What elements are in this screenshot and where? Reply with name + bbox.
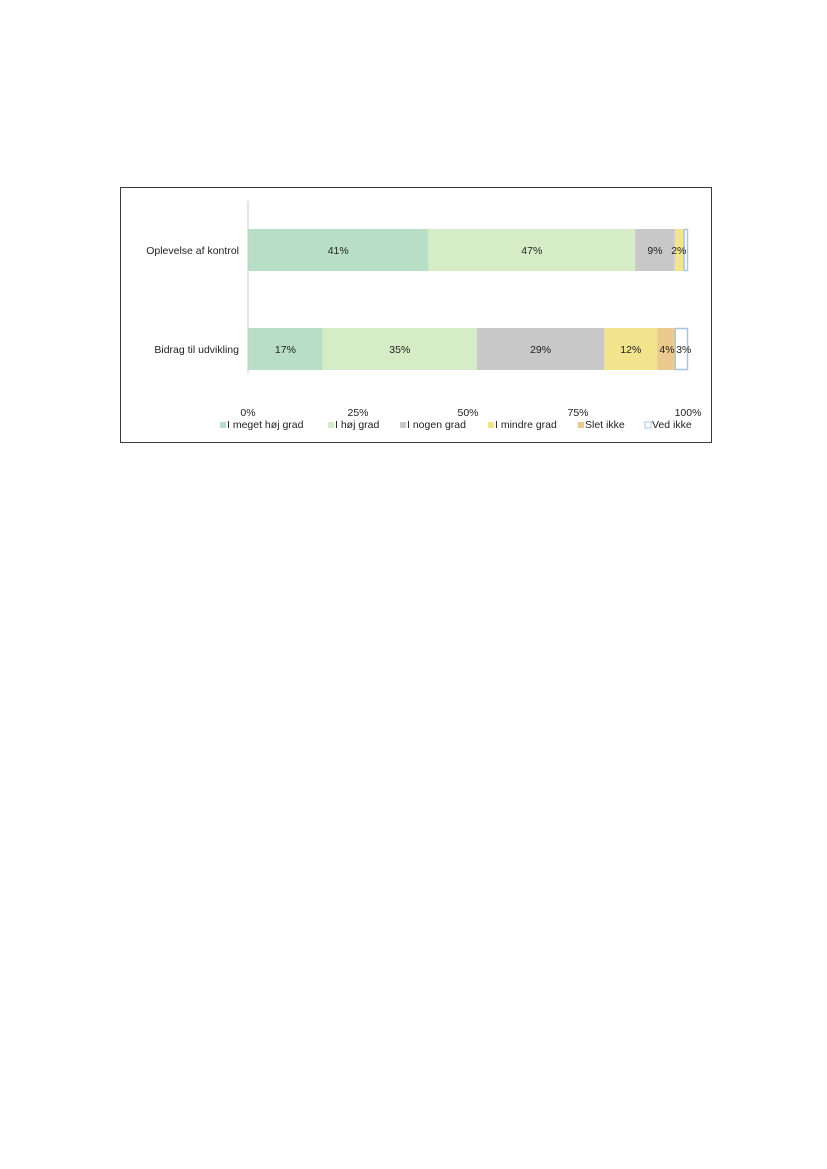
data-label-bidrag-til-udvikling-i-nogen-grad: 29% [530,344,552,356]
data-label-bidrag-til-udvikling-i-h-j-grad: 35% [389,344,411,356]
legend-label-slet-ikke: Slet ikke [585,419,625,431]
legend-label-i-mindre-grad: I mindre grad [495,419,557,431]
x-tick-label-25: 25% [347,407,369,419]
data-label-oplevelse-af-kontrol-i-nogen-grad: 9% [647,245,663,257]
legend-label-i-h-j-grad: I høj grad [335,419,380,431]
data-label-bidrag-til-udvikling-i-meget-h-j-grad: 17% [274,344,296,356]
legend-swatch-i-meget-h-j-grad [220,422,226,428]
chart-frame [120,187,712,443]
x-tick-label-0: 0% [240,407,256,419]
category-label-bidrag-til-udvikling: Bidrag til udvikling [154,344,239,356]
legend-swatch-i-h-j-grad [328,422,334,428]
data-label-oplevelse-af-kontrol-i-mindre-grad: 2% [671,245,687,257]
stacked-bar-chart [121,188,711,442]
x-tick-label-100: 100% [674,407,702,419]
legend-swatch-slet-ikke [578,422,584,428]
data-label-bidrag-til-udvikling-slet-ikke: 4% [659,344,675,356]
data-label-bidrag-til-udvikling-i-mindre-grad: 12% [620,344,642,356]
legend-label-i-meget-h-j-grad: I meget høj grad [227,419,304,431]
legend-swatch-i-nogen-grad [400,422,406,428]
legend-label-ved-ikke: Ved ikke [652,419,692,431]
data-label-bidrag-til-udvikling-ved-ikke: 3% [676,344,692,356]
x-tick-label-75: 75% [567,407,589,419]
data-label-oplevelse-af-kontrol-i-meget-h-j-grad: 41% [327,245,349,257]
x-tick-label-50: 50% [457,407,479,419]
data-label-oplevelse-af-kontrol-i-h-j-grad: 47% [521,245,543,257]
legend-label-i-nogen-grad: I nogen grad [407,419,466,431]
legend-swatch-ved-ikke [645,422,651,428]
category-label-oplevelse-af-kontrol: Oplevelse af kontrol [146,245,239,257]
legend-swatch-i-mindre-grad [488,422,494,428]
